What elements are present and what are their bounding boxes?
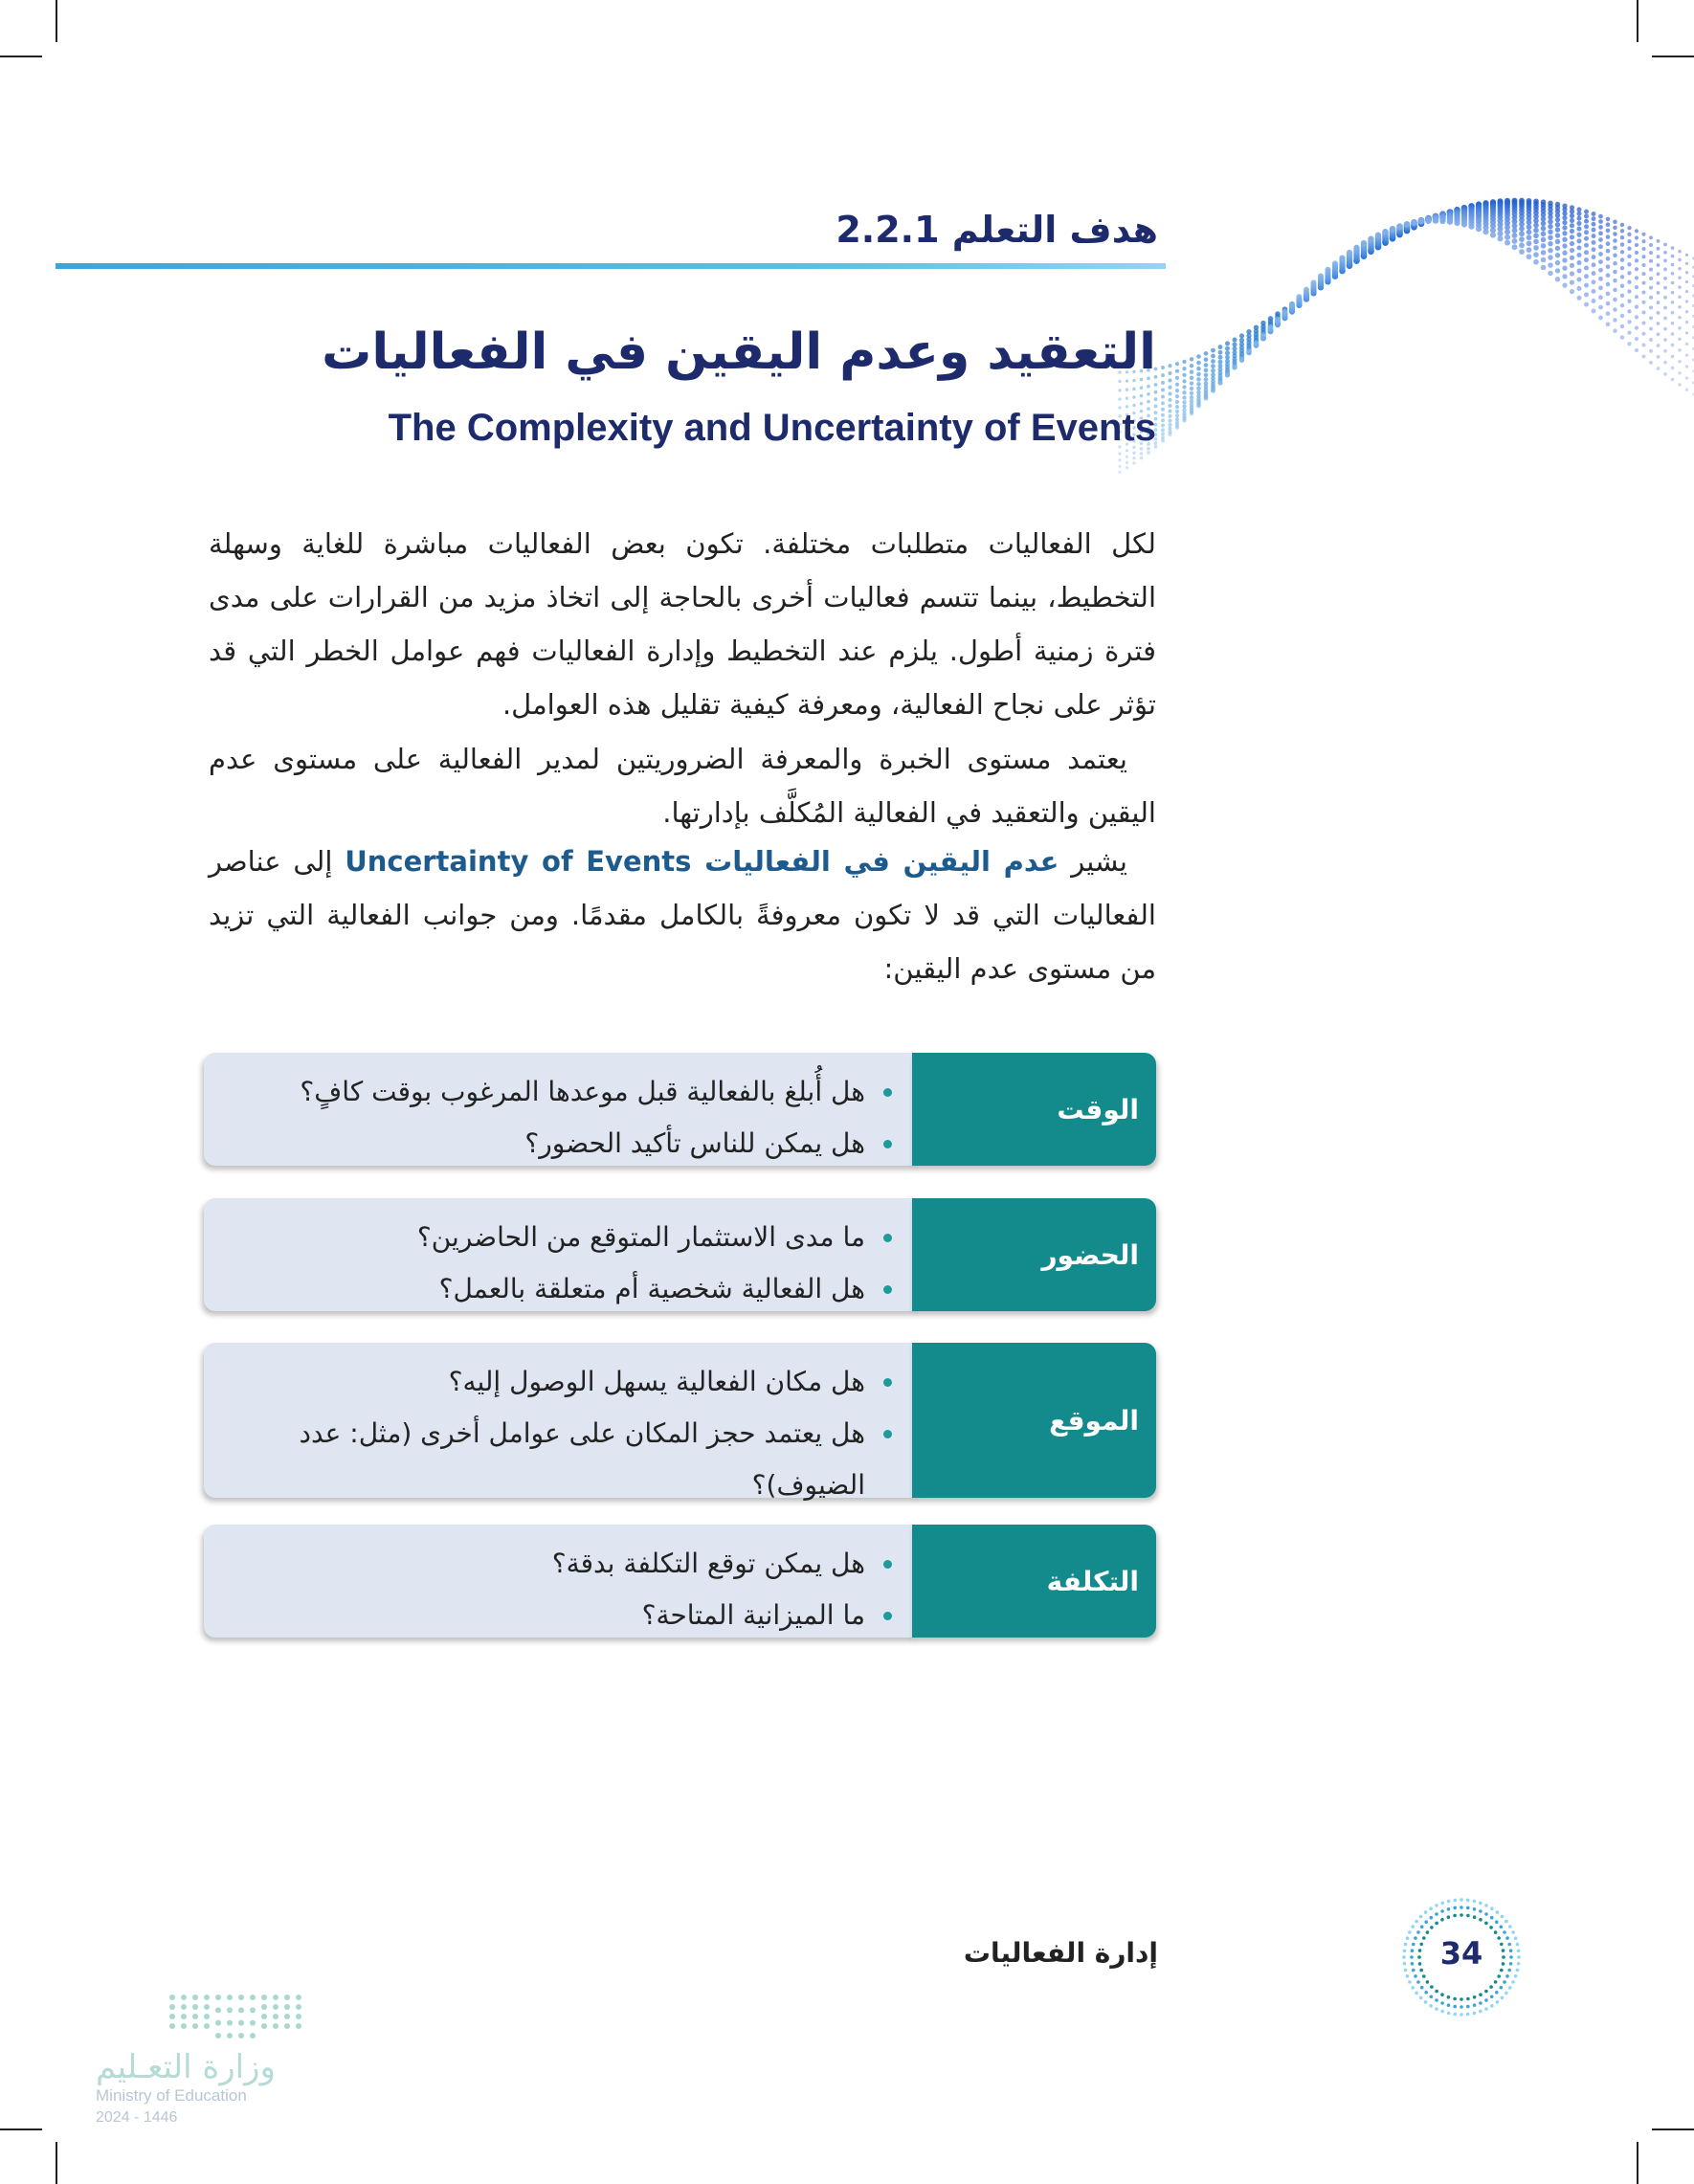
factor-card-time — [204, 1053, 1156, 1166]
ministry-name-english: Ministry of Education — [96, 2086, 247, 2105]
factor-label: التكلفة — [912, 1525, 1156, 1638]
question-list — [237, 1538, 898, 1641]
factor-card-location — [204, 1343, 1156, 1501]
paragraph-1 — [209, 517, 1156, 731]
factor-label: الحضور — [912, 1198, 1156, 1311]
crop-mark — [1637, 2142, 1638, 2184]
page-title-english: The Complexity and Uncertainty of Events — [388, 407, 1156, 449]
paragraph-3-start: يشير — [1071, 845, 1127, 878]
crop-mark — [56, 2142, 57, 2184]
crop-mark — [0, 56, 42, 57]
learning-objective — [836, 209, 1158, 251]
question-item: هل يعتمد حجز المكان على عوامل أخرى (مثل: عدد الضيوف)؟ — [237, 1408, 898, 1511]
question-item: ما مدى الاستثمار المتوقع من الحاضرين؟ — [237, 1212, 898, 1263]
paragraph-3-end: إلى عناصر الفعاليات التي قد لا تكون معروفةً بالكامل مقدمًا. ومن جوانب الفعالية التي تزيد من مستوى عدم اليقين: — [209, 845, 1156, 985]
objective-label: هدف التعلم — [951, 209, 1158, 251]
paragraph-2 — [209, 732, 1156, 839]
factor-card-attendance — [204, 1198, 1156, 1311]
page-title-arabic: التعقيد وعدم اليقين في الفعاليات — [322, 323, 1156, 381]
key-term-highlight: عدم اليقين في الفعاليات Uncertainty of Events — [345, 845, 1059, 878]
factor-card-cost — [204, 1525, 1156, 1638]
question-item: هل يمكن للناس تأكيد الحضور؟ — [237, 1118, 898, 1170]
question-list — [237, 1066, 898, 1170]
crop-mark — [0, 2128, 42, 2130]
paragraph-3-text — [209, 835, 1156, 995]
crop-mark — [1637, 0, 1638, 42]
question-item: ما الميزانية المتاحة؟ — [237, 1590, 898, 1641]
ministry-name-arabic: وزارة التعـليم — [96, 2048, 276, 2086]
factor-label: الموقع — [912, 1343, 1156, 1498]
paragraph-3 — [209, 835, 1156, 995]
paragraph-2-text: يعتمد مستوى الخبرة والمعرفة الضروريتين لمدير الفعالية على مستوى عدم اليقين والتعقيد في الفعالية المُكلَّف بإدارتها. — [209, 743, 1156, 829]
question-list — [237, 1356, 898, 1511]
book-title: إدارة الفعاليات — [963, 1937, 1158, 1969]
question-list — [237, 1212, 898, 1315]
question-item: هل مكان الفعالية يسهل الوصول إليه؟ — [237, 1356, 898, 1408]
paragraph-1-text: لكل الفعاليات متطلبات مختلفة. تكون بعض الفعاليات مباشرة للغاية وسهلة التخطيط، بينما تتسم فعاليات أخرى بالحاجة إلى اتخاذ مزيد من القرارات على مدى فترة زمنية أطول. يلزم عند التخطيط وإدارة الفعاليات فهم عوامل الخطر التي قد تؤثر على نجاح الفعالية، ومعرفة كيفية تقليل هذه العوامل. — [209, 527, 1156, 721]
objective-number: 2.2.1 — [836, 209, 940, 251]
page-number: 34 — [1439, 1935, 1483, 1972]
question-item: هل أُبلغ بالفعالية قبل موعدها المرغوب بوقت كافٍ؟ — [237, 1066, 898, 1118]
question-item: هل يمكن توقع التكلفة بدقة؟ — [237, 1538, 898, 1590]
crop-mark — [56, 0, 57, 42]
crop-mark — [1652, 56, 1694, 57]
objective-underline — [56, 263, 1166, 269]
edition-year: 2024 - 1446 — [96, 2109, 178, 2126]
factor-label: الوقت — [912, 1053, 1156, 1166]
crop-mark — [1652, 2128, 1694, 2130]
question-item: هل الفعالية شخصية أم متعلقة بالعمل؟ — [237, 1263, 898, 1315]
dotted-wave-decoration — [1101, 124, 1694, 488]
